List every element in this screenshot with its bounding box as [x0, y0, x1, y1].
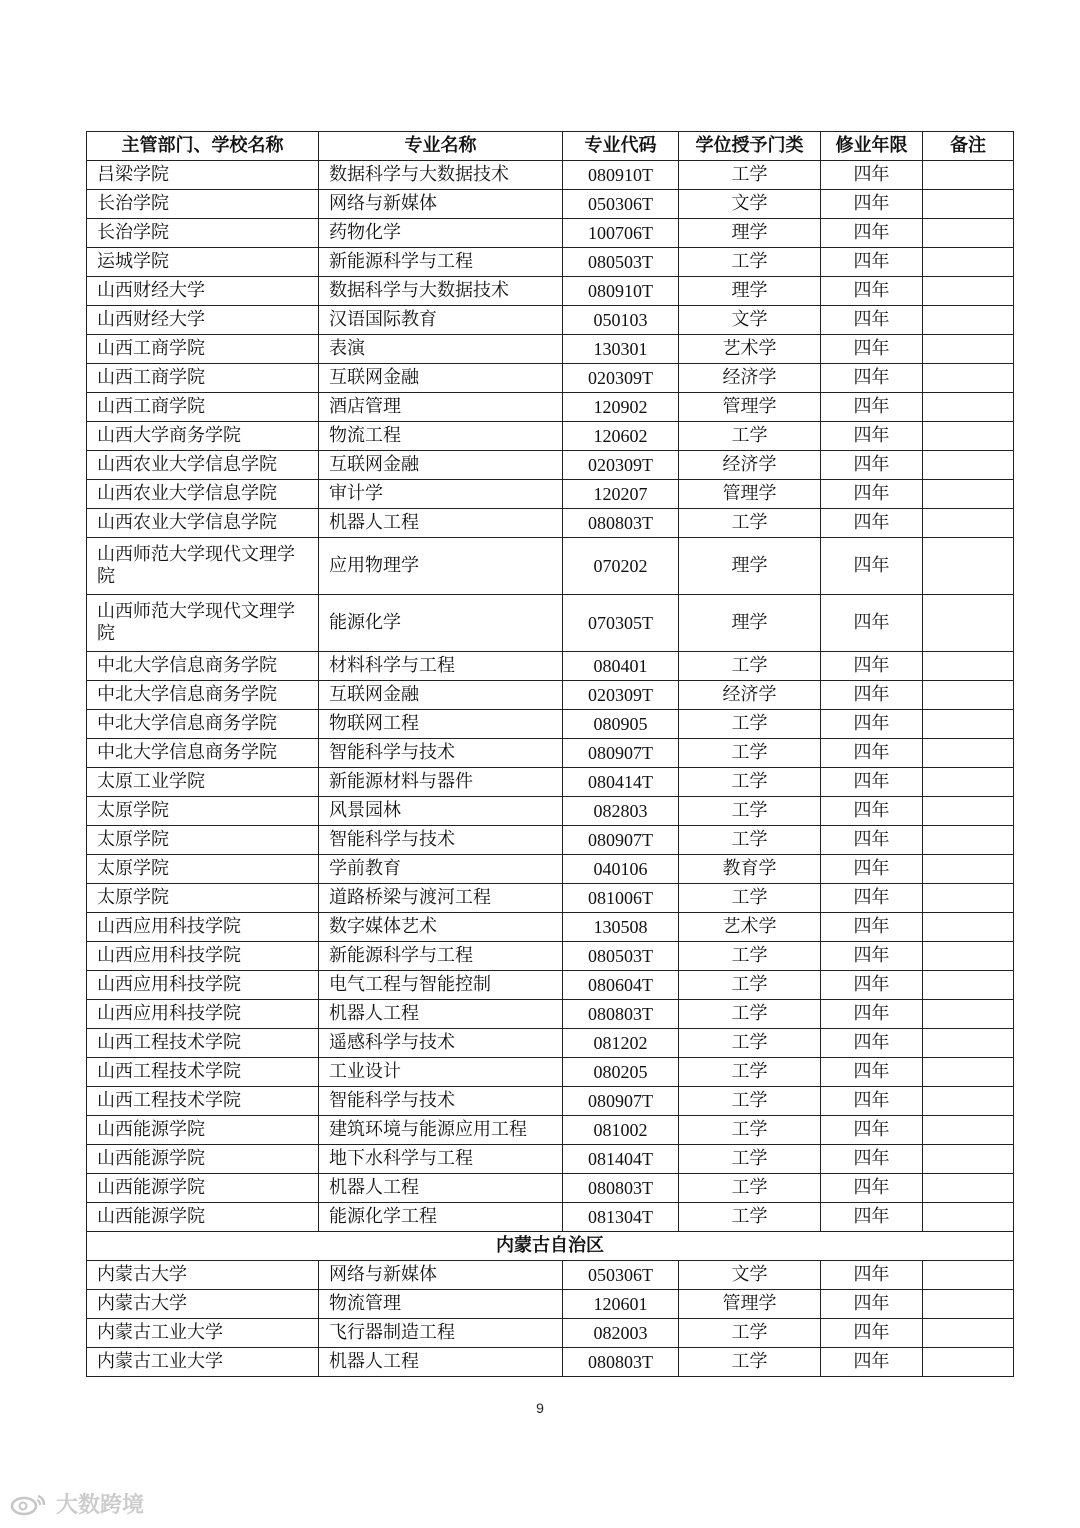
- degree-cell: 工学: [679, 768, 821, 797]
- code-cell: 130508: [563, 913, 679, 942]
- degree-cell: 理学: [679, 595, 821, 652]
- school-cell: 太原学院: [87, 855, 319, 884]
- major-cell: 机器人工程: [319, 509, 563, 538]
- school-cell: 山西工商学院: [87, 335, 319, 364]
- code-cell: 081404T: [563, 1145, 679, 1174]
- major-cell: 学前教育: [319, 855, 563, 884]
- table-row: [87, 248, 1014, 277]
- years-cell: 四年: [821, 1116, 923, 1145]
- code-cell: 040106: [563, 855, 679, 884]
- major-cell: 数字媒体艺术: [319, 913, 563, 942]
- code-cell: 020309T: [563, 681, 679, 710]
- school-cell: 山西工商学院: [87, 364, 319, 393]
- major-cell: 电气工程与智能控制: [319, 971, 563, 1000]
- degree-cell: 理学: [679, 277, 821, 306]
- degree-cell: 工学: [679, 797, 821, 826]
- years-cell: 四年: [821, 248, 923, 277]
- note-cell: [923, 1000, 1014, 1029]
- table-header-row: [87, 132, 1014, 161]
- degree-cell: 工学: [679, 826, 821, 855]
- major-cell: 审计学: [319, 480, 563, 509]
- major-cell: 新能源材料与器件: [319, 768, 563, 797]
- degree-cell: 文学: [679, 190, 821, 219]
- years-cell: 四年: [821, 538, 923, 595]
- table-row: [87, 1319, 1014, 1348]
- code-cell: 050306T: [563, 190, 679, 219]
- code-cell: 080907T: [563, 826, 679, 855]
- table-row: [87, 306, 1014, 335]
- years-cell: 四年: [821, 1261, 923, 1290]
- major-cell: 物流工程: [319, 422, 563, 451]
- years-cell: 四年: [821, 971, 923, 1000]
- school-cell: 山西应用科技学院: [87, 913, 319, 942]
- table-row: [87, 942, 1014, 971]
- code-cell: 080803T: [563, 1348, 679, 1377]
- degree-cell: 工学: [679, 248, 821, 277]
- page-number: 9: [536, 1400, 544, 1416]
- major-cell: 新能源科学与工程: [319, 248, 563, 277]
- code-cell: 050306T: [563, 1261, 679, 1290]
- table-row: [87, 219, 1014, 248]
- degree-cell: 工学: [679, 1029, 821, 1058]
- code-cell: 020309T: [563, 364, 679, 393]
- years-cell: 四年: [821, 768, 923, 797]
- years-cell: 四年: [821, 913, 923, 942]
- years-cell: 四年: [821, 509, 923, 538]
- table-row: [87, 422, 1014, 451]
- years-cell: 四年: [821, 1174, 923, 1203]
- years-cell: 四年: [821, 681, 923, 710]
- code-cell: 080907T: [563, 739, 679, 768]
- note-cell: [923, 1116, 1014, 1145]
- table-row: [87, 1348, 1014, 1377]
- major-cell: 物流管理: [319, 1290, 563, 1319]
- major-cell: 表演: [319, 335, 563, 364]
- table-row: [87, 710, 1014, 739]
- code-cell: 080905: [563, 710, 679, 739]
- code-cell: 080401: [563, 652, 679, 681]
- school-cell: 中北大学信息商务学院: [87, 652, 319, 681]
- note-cell: [923, 1174, 1014, 1203]
- code-cell: 080910T: [563, 161, 679, 190]
- school-cell: 山西能源学院: [87, 1203, 319, 1232]
- table-row: [87, 190, 1014, 219]
- table-row: [87, 1116, 1014, 1145]
- degree-cell: 工学: [679, 1116, 821, 1145]
- degree-cell: 工学: [679, 1319, 821, 1348]
- table-row: [87, 681, 1014, 710]
- note-cell: [923, 161, 1014, 190]
- major-cell: 智能科学与技术: [319, 826, 563, 855]
- school-cell: 山西财经大学: [87, 277, 319, 306]
- code-cell: 070202: [563, 538, 679, 595]
- table-row: [87, 480, 1014, 509]
- note-cell: [923, 219, 1014, 248]
- major-cell: 风景园林: [319, 797, 563, 826]
- major-cell: 药物化学: [319, 219, 563, 248]
- degree-cell: 经济学: [679, 451, 821, 480]
- note-cell: [923, 364, 1014, 393]
- code-cell: 050103: [563, 306, 679, 335]
- school-cell: 山西师范大学现代文理学院: [87, 595, 319, 652]
- table-row: [87, 509, 1014, 538]
- school-cell: 山西能源学院: [87, 1145, 319, 1174]
- years-cell: 四年: [821, 364, 923, 393]
- code-cell: 080205: [563, 1058, 679, 1087]
- table-row: [87, 1000, 1014, 1029]
- code-cell: 082003: [563, 1319, 679, 1348]
- years-cell: 四年: [821, 855, 923, 884]
- major-cell: 网络与新媒体: [319, 190, 563, 219]
- degree-cell: 理学: [679, 538, 821, 595]
- years-cell: 四年: [821, 1000, 923, 1029]
- major-cell: 互联网金融: [319, 364, 563, 393]
- school-cell: 运城学院: [87, 248, 319, 277]
- school-cell: 山西工商学院: [87, 393, 319, 422]
- table-row: [87, 1261, 1014, 1290]
- degree-cell: 工学: [679, 1348, 821, 1377]
- years-cell: 四年: [821, 1029, 923, 1058]
- school-cell: 内蒙古工业大学: [87, 1319, 319, 1348]
- note-cell: [923, 797, 1014, 826]
- table-row: [87, 971, 1014, 1000]
- table-row: [87, 595, 1014, 652]
- note-cell: [923, 335, 1014, 364]
- school-cell: 山西应用科技学院: [87, 1000, 319, 1029]
- degree-cell: 管理学: [679, 393, 821, 422]
- school-cell: 山西工程技术学院: [87, 1058, 319, 1087]
- school-cell: 长治学院: [87, 190, 319, 219]
- years-cell: 四年: [821, 161, 923, 190]
- note-cell: [923, 277, 1014, 306]
- major-cell: 机器人工程: [319, 1348, 563, 1377]
- degree-cell: 艺术学: [679, 335, 821, 364]
- major-cell: 智能科学与技术: [319, 739, 563, 768]
- school-cell: 太原学院: [87, 826, 319, 855]
- code-cell: 120207: [563, 480, 679, 509]
- degree-cell: 工学: [679, 884, 821, 913]
- school-cell: 山西能源学院: [87, 1116, 319, 1145]
- school-cell: 山西农业大学信息学院: [87, 451, 319, 480]
- major-cell: 能源化学: [319, 595, 563, 652]
- school-cell: 吕梁学院: [87, 161, 319, 190]
- major-cell: 地下水科学与工程: [319, 1145, 563, 1174]
- code-cell: 120602: [563, 422, 679, 451]
- note-cell: [923, 710, 1014, 739]
- major-cell: 酒店管理: [319, 393, 563, 422]
- code-cell: 080803T: [563, 509, 679, 538]
- note-cell: [923, 913, 1014, 942]
- years-cell: 四年: [821, 942, 923, 971]
- note-cell: [923, 451, 1014, 480]
- note-cell: [923, 855, 1014, 884]
- degree-cell: 工学: [679, 652, 821, 681]
- degree-cell: 工学: [679, 1058, 821, 1087]
- note-cell: [923, 739, 1014, 768]
- weibo-logo-icon: [10, 1492, 50, 1516]
- school-cell: 太原工业学院: [87, 768, 319, 797]
- table-row: [87, 1290, 1014, 1319]
- code-cell: 080604T: [563, 971, 679, 1000]
- major-cell: 物联网工程: [319, 710, 563, 739]
- degree-cell: 工学: [679, 1145, 821, 1174]
- school-cell: 山西能源学院: [87, 1174, 319, 1203]
- school-cell: 中北大学信息商务学院: [87, 710, 319, 739]
- note-cell: [923, 1145, 1014, 1174]
- table-row: [87, 768, 1014, 797]
- degree-cell: 管理学: [679, 480, 821, 509]
- major-cell: 互联网金融: [319, 451, 563, 480]
- years-cell: 四年: [821, 1058, 923, 1087]
- watermark-text: 大数跨境: [56, 1493, 145, 1518]
- code-cell: 081002: [563, 1116, 679, 1145]
- degree-cell: 工学: [679, 161, 821, 190]
- years-cell: 四年: [821, 595, 923, 652]
- years-cell: 四年: [821, 1319, 923, 1348]
- degree-cell: 管理学: [679, 1290, 821, 1319]
- degree-cell: 工学: [679, 971, 821, 1000]
- code-cell: 081006T: [563, 884, 679, 913]
- table-row: [87, 652, 1014, 681]
- header-years: 修业年限: [821, 132, 923, 161]
- note-cell: [923, 248, 1014, 277]
- major-cell: 新能源科学与工程: [319, 942, 563, 971]
- note-cell: [923, 1261, 1014, 1290]
- years-cell: 四年: [821, 306, 923, 335]
- major-cell: 机器人工程: [319, 1000, 563, 1029]
- years-cell: 四年: [821, 277, 923, 306]
- header-code: 专业代码: [563, 132, 679, 161]
- school-cell: 山西财经大学: [87, 306, 319, 335]
- years-cell: 四年: [821, 451, 923, 480]
- school-cell: 山西师范大学现代文理学院: [87, 538, 319, 595]
- code-cell: 130301: [563, 335, 679, 364]
- degree-cell: 工学: [679, 942, 821, 971]
- note-cell: [923, 1029, 1014, 1058]
- header-note: 备注: [923, 132, 1014, 161]
- header-degree: 学位授予门类: [679, 132, 821, 161]
- school-cell: 山西农业大学信息学院: [87, 509, 319, 538]
- years-cell: 四年: [821, 422, 923, 451]
- school-cell: 山西应用科技学院: [87, 942, 319, 971]
- table-row: [87, 538, 1014, 595]
- years-cell: 四年: [821, 393, 923, 422]
- table-row: [87, 797, 1014, 826]
- note-cell: [923, 681, 1014, 710]
- note-cell: [923, 509, 1014, 538]
- years-cell: 四年: [821, 739, 923, 768]
- table-row: [87, 913, 1014, 942]
- note-cell: [923, 190, 1014, 219]
- table-row: [87, 161, 1014, 190]
- years-cell: 四年: [821, 710, 923, 739]
- degree-cell: 经济学: [679, 364, 821, 393]
- table-row: [87, 277, 1014, 306]
- table-row: [87, 1087, 1014, 1116]
- school-cell: 山西工程技术学院: [87, 1087, 319, 1116]
- section-row: [87, 1232, 1014, 1261]
- table-row: [87, 335, 1014, 364]
- note-cell: [923, 884, 1014, 913]
- years-cell: 四年: [821, 652, 923, 681]
- table-row: [87, 1145, 1014, 1174]
- school-cell: 长治学院: [87, 219, 319, 248]
- years-cell: 四年: [821, 1203, 923, 1232]
- school-cell: 内蒙古大学: [87, 1261, 319, 1290]
- note-cell: [923, 422, 1014, 451]
- table-row: [87, 1174, 1014, 1203]
- table-row: [87, 1058, 1014, 1087]
- degree-cell: 教育学: [679, 855, 821, 884]
- major-cell: 工业设计: [319, 1058, 563, 1087]
- note-cell: [923, 595, 1014, 652]
- major-cell: 能源化学工程: [319, 1203, 563, 1232]
- degree-cell: 工学: [679, 1000, 821, 1029]
- header-major: 专业名称: [319, 132, 563, 161]
- major-cell: 网络与新媒体: [319, 1261, 563, 1290]
- note-cell: [923, 768, 1014, 797]
- code-cell: 081202: [563, 1029, 679, 1058]
- code-cell: 070305T: [563, 595, 679, 652]
- years-cell: 四年: [821, 219, 923, 248]
- note-cell: [923, 393, 1014, 422]
- code-cell: 120601: [563, 1290, 679, 1319]
- code-cell: 080414T: [563, 768, 679, 797]
- degree-cell: 理学: [679, 219, 821, 248]
- school-cell: 山西应用科技学院: [87, 971, 319, 1000]
- major-cell: 道路桥梁与渡河工程: [319, 884, 563, 913]
- note-cell: [923, 1348, 1014, 1377]
- note-cell: [923, 1319, 1014, 1348]
- code-cell: 081304T: [563, 1203, 679, 1232]
- majors-table: [86, 131, 1014, 1377]
- code-cell: 080910T: [563, 277, 679, 306]
- note-cell: [923, 1087, 1014, 1116]
- school-cell: 山西农业大学信息学院: [87, 480, 319, 509]
- note-cell: [923, 1058, 1014, 1087]
- table-row: [87, 393, 1014, 422]
- table-row: [87, 855, 1014, 884]
- major-cell: 遥感科学与技术: [319, 1029, 563, 1058]
- school-cell: 中北大学信息商务学院: [87, 739, 319, 768]
- note-cell: [923, 826, 1014, 855]
- code-cell: 020309T: [563, 451, 679, 480]
- degree-cell: 经济学: [679, 681, 821, 710]
- note-cell: [923, 1203, 1014, 1232]
- degree-cell: 艺术学: [679, 913, 821, 942]
- degree-cell: 文学: [679, 306, 821, 335]
- school-cell: 山西工程技术学院: [87, 1029, 319, 1058]
- code-cell: 080803T: [563, 1174, 679, 1203]
- note-cell: [923, 942, 1014, 971]
- code-cell: 080503T: [563, 942, 679, 971]
- school-cell: 山西大学商务学院: [87, 422, 319, 451]
- code-cell: 100706T: [563, 219, 679, 248]
- years-cell: 四年: [821, 884, 923, 913]
- code-cell: 120902: [563, 393, 679, 422]
- years-cell: 四年: [821, 480, 923, 509]
- school-cell: 内蒙古工业大学: [87, 1348, 319, 1377]
- table-row: [87, 451, 1014, 480]
- degree-cell: 文学: [679, 1261, 821, 1290]
- years-cell: 四年: [821, 1290, 923, 1319]
- years-cell: 四年: [821, 1087, 923, 1116]
- major-cell: 互联网金融: [319, 681, 563, 710]
- major-cell: 建筑环境与能源应用工程: [319, 1116, 563, 1145]
- major-cell: 飞行器制造工程: [319, 1319, 563, 1348]
- degree-cell: 工学: [679, 710, 821, 739]
- section-title: 内蒙古自治区: [87, 1232, 1014, 1261]
- table-row: [87, 1203, 1014, 1232]
- school-cell: 太原学院: [87, 884, 319, 913]
- years-cell: 四年: [821, 1348, 923, 1377]
- degree-cell: 工学: [679, 1174, 821, 1203]
- degree-cell: 工学: [679, 1087, 821, 1116]
- degree-cell: 工学: [679, 422, 821, 451]
- table-row: [87, 884, 1014, 913]
- note-cell: [923, 971, 1014, 1000]
- major-cell: 应用物理学: [319, 538, 563, 595]
- code-cell: 080803T: [563, 1000, 679, 1029]
- years-cell: 四年: [821, 826, 923, 855]
- table-row: [87, 739, 1014, 768]
- degree-cell: 工学: [679, 739, 821, 768]
- major-cell: 智能科学与技术: [319, 1087, 563, 1116]
- major-cell: 汉语国际教育: [319, 306, 563, 335]
- years-cell: 四年: [821, 1145, 923, 1174]
- code-cell: 082803: [563, 797, 679, 826]
- school-cell: 内蒙古大学: [87, 1290, 319, 1319]
- major-cell: 数据科学与大数据技术: [319, 161, 563, 190]
- school-cell: 中北大学信息商务学院: [87, 681, 319, 710]
- table-row: [87, 1029, 1014, 1058]
- note-cell: [923, 480, 1014, 509]
- degree-cell: 工学: [679, 509, 821, 538]
- note-cell: [923, 306, 1014, 335]
- note-cell: [923, 652, 1014, 681]
- code-cell: 080503T: [563, 248, 679, 277]
- note-cell: [923, 1290, 1014, 1319]
- years-cell: 四年: [821, 797, 923, 826]
- watermark: [10, 1488, 144, 1519]
- school-cell: 太原学院: [87, 797, 319, 826]
- header-school: 主管部门、学校名称: [87, 132, 319, 161]
- major-cell: 数据科学与大数据技术: [319, 277, 563, 306]
- code-cell: 080907T: [563, 1087, 679, 1116]
- table-row: [87, 364, 1014, 393]
- degree-cell: 工学: [679, 1203, 821, 1232]
- years-cell: 四年: [821, 335, 923, 364]
- years-cell: 四年: [821, 190, 923, 219]
- note-cell: [923, 538, 1014, 595]
- major-cell: 机器人工程: [319, 1174, 563, 1203]
- major-cell: 材料科学与工程: [319, 652, 563, 681]
- table-row: [87, 826, 1014, 855]
